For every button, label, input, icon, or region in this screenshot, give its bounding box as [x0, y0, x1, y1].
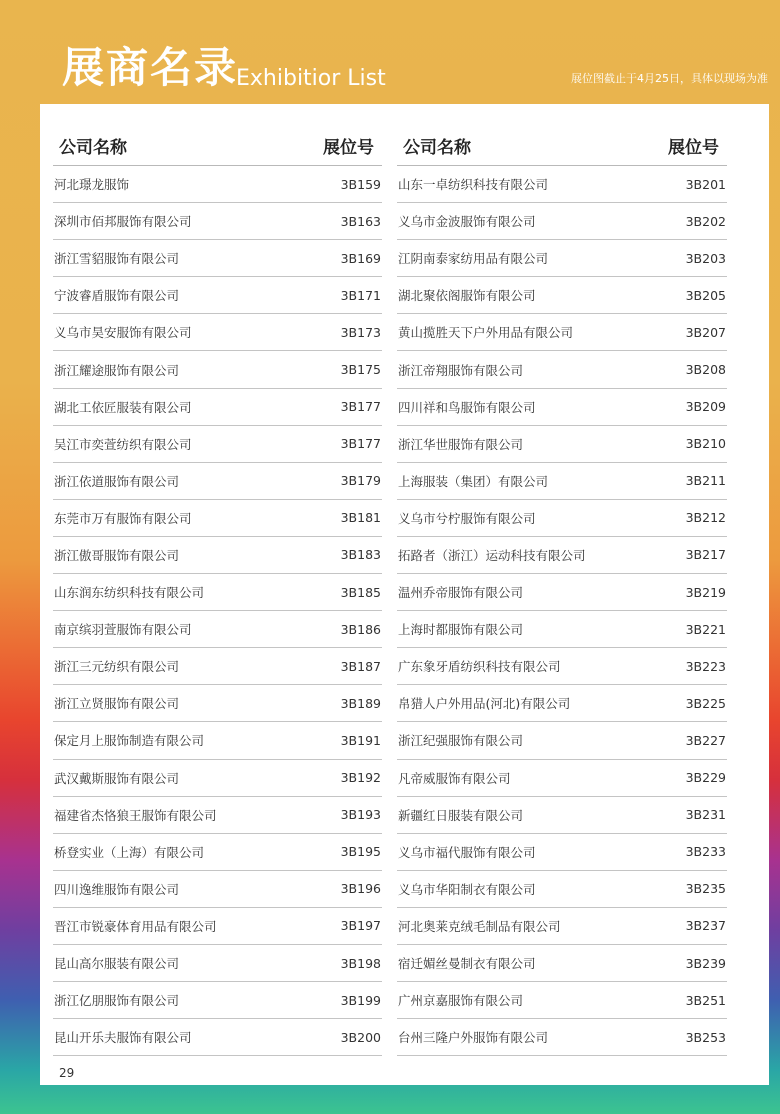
company-name: 湖北工依匠服装有限公司 [54, 399, 192, 415]
booth-number: 3B179 [340, 473, 381, 489]
company-name: 义乌市福代服饰有限公司 [398, 844, 536, 860]
booth-number: 3B186 [340, 621, 381, 637]
company-name: 昆山高尔服装有限公司 [54, 956, 180, 972]
table-row [53, 166, 382, 203]
booth-number: 3B201 [685, 176, 726, 192]
booth-number: 3B200 [340, 1029, 381, 1045]
company-name: 昆山开乐夫服饰有限公司 [54, 1030, 192, 1046]
booth-number: 3B217 [685, 547, 726, 563]
booth-number: 3B191 [340, 732, 381, 748]
table-row [397, 389, 727, 426]
booth-number: 3B175 [340, 362, 381, 378]
left-column-header [53, 128, 382, 166]
company-name: 吴江市奕萱纺织有限公司 [54, 436, 192, 452]
company-name: 湖北聚依阁服饰有限公司 [398, 288, 536, 304]
table-row [397, 834, 727, 871]
company-name: 上海时都服饰有限公司 [398, 622, 524, 638]
booth-header: 展位号 [323, 138, 374, 158]
booth-number: 3B233 [685, 844, 726, 860]
booth-number: 3B219 [685, 584, 726, 600]
company-name: 广州京嘉服饰有限公司 [398, 993, 524, 1009]
table-row [53, 648, 382, 685]
table-row [397, 648, 727, 685]
booth-number: 3B207 [685, 324, 726, 340]
company-name: 山东一卓纺织科技有限公司 [398, 177, 549, 193]
company-name: 四川祥和鸟服饰有限公司 [398, 399, 536, 415]
booth-number: 3B195 [340, 844, 381, 860]
booth-number: 3B177 [340, 399, 381, 415]
table-row [397, 871, 727, 908]
booth-number: 3B171 [340, 287, 381, 303]
company-name: 东莞市万有服饰有限公司 [54, 510, 192, 526]
table-row [53, 797, 382, 834]
company-name: 新疆红日服装有限公司 [398, 807, 524, 823]
booth-number: 3B189 [340, 695, 381, 711]
table-row [53, 685, 382, 722]
booth-number: 3B235 [685, 881, 726, 897]
booth-number: 3B231 [685, 807, 726, 823]
company-name: 浙江华世服饰有限公司 [398, 436, 524, 452]
company-name: 浙江雪貂服饰有限公司 [54, 251, 180, 267]
company-name: 南京缤羽萱服饰有限公司 [54, 622, 192, 638]
page-subtitle: Exhibitior List [236, 66, 386, 91]
booth-number: 3B199 [340, 992, 381, 1008]
table-row [397, 240, 727, 277]
table-row [53, 945, 382, 982]
table-row [53, 908, 382, 945]
table-row [397, 908, 727, 945]
left-rows [53, 166, 382, 1056]
table-row [397, 945, 727, 982]
booth-number: 3B187 [340, 658, 381, 674]
booth-number: 3B209 [685, 399, 726, 415]
booth-number: 3B205 [685, 287, 726, 303]
company-name: 宁波睿盾服饰有限公司 [54, 288, 180, 304]
page-title: 展商名录 [62, 43, 239, 92]
company-name: 浙江帝翔服饰有限公司 [398, 362, 524, 378]
company-name: 拓路者（浙江）运动科技有限公司 [398, 547, 586, 563]
left-column [53, 128, 382, 1056]
company-name: 义乌市华阳制衣有限公司 [398, 881, 536, 897]
table-row [53, 500, 382, 537]
company-name: 浙江立贤服饰有限公司 [54, 696, 180, 712]
table-row [53, 314, 382, 351]
right-rows [397, 166, 727, 1056]
table-row [53, 871, 382, 908]
table-row [53, 574, 382, 611]
table-row [397, 203, 727, 240]
table-row [397, 574, 727, 611]
booth-number: 3B229 [685, 770, 726, 786]
table-row [53, 426, 382, 463]
booth-number: 3B198 [340, 955, 381, 971]
company-header: 公司名称 [403, 138, 471, 158]
company-name: 凡帝威服饰有限公司 [398, 770, 511, 786]
table-row [397, 722, 727, 759]
table-row [397, 351, 727, 388]
company-name: 台州三隆户外服饰有限公司 [398, 1030, 549, 1046]
company-name: 浙江亿朋服饰有限公司 [54, 993, 180, 1009]
page-number: 29 [59, 1066, 75, 1080]
company-name: 浙江傲哥服饰有限公司 [54, 547, 180, 563]
table-row [397, 537, 727, 574]
booth-header: 展位号 [668, 138, 719, 158]
company-name: 河北奥莱克绒毛制品有限公司 [398, 918, 561, 934]
booth-number: 3B208 [685, 362, 726, 378]
table-row [53, 834, 382, 871]
booth-number: 3B203 [685, 250, 726, 266]
booth-number: 3B211 [685, 473, 726, 489]
company-name: 深圳市佰邦服饰有限公司 [54, 214, 192, 230]
table-row [397, 1019, 727, 1056]
table-row [53, 537, 382, 574]
company-name: 桥登实业（上海）有限公司 [54, 844, 205, 860]
booth-number: 3B177 [340, 436, 381, 452]
header-banner [0, 0, 780, 104]
booth-number: 3B197 [340, 918, 381, 934]
table-row [397, 611, 727, 648]
company-header: 公司名称 [59, 138, 127, 158]
booth-number: 3B169 [340, 250, 381, 266]
booth-number: 3B227 [685, 732, 726, 748]
table-row [397, 277, 727, 314]
booth-number: 3B221 [685, 621, 726, 637]
table-row [397, 166, 727, 203]
company-name: 义乌市金波服饰有限公司 [398, 214, 536, 230]
company-name: 四川逸维服饰有限公司 [54, 881, 180, 897]
booth-number: 3B225 [685, 695, 726, 711]
exhibitor-list-panel [40, 104, 769, 1085]
company-name: 浙江三元纺织有限公司 [54, 659, 180, 675]
company-name: 江阴南泰家纺用品有限公司 [398, 251, 549, 267]
table-row [397, 760, 727, 797]
table-row [53, 351, 382, 388]
table-row [397, 426, 727, 463]
company-name: 河北璟龙服饰 [54, 177, 130, 193]
right-column [397, 128, 727, 1056]
table-row [53, 203, 382, 240]
right-column-header [397, 128, 727, 166]
company-name: 上海服装（集团）有限公司 [398, 473, 549, 489]
booth-number: 3B223 [685, 658, 726, 674]
table-row [397, 982, 727, 1019]
booth-number: 3B212 [685, 510, 726, 526]
company-name: 帛猎人户外用品(河北)有限公司 [398, 696, 571, 712]
table-row [53, 1019, 382, 1056]
booth-number: 3B192 [340, 770, 381, 786]
booth-number: 3B193 [340, 807, 381, 823]
table-row [53, 722, 382, 759]
booth-number: 3B237 [685, 918, 726, 934]
booth-number: 3B239 [685, 955, 726, 971]
company-name: 温州乔帝服饰有限公司 [398, 585, 524, 601]
booth-number: 3B173 [340, 324, 381, 340]
table-row [397, 797, 727, 834]
booth-number: 3B185 [340, 584, 381, 600]
header-note: 展位图截止于4月25日，具体以现场为准 [571, 72, 768, 85]
table-row [53, 982, 382, 1019]
booth-number: 3B251 [685, 992, 726, 1008]
table-row [53, 240, 382, 277]
booth-number: 3B196 [340, 881, 381, 897]
table-row [53, 760, 382, 797]
company-name: 福建省杰恪狼王服饰有限公司 [54, 807, 217, 823]
company-name: 义乌市昊安服饰有限公司 [54, 325, 192, 341]
company-name: 浙江耀途服饰有限公司 [54, 362, 180, 378]
company-name: 山东润东纺织科技有限公司 [54, 585, 205, 601]
table-row [53, 463, 382, 500]
booth-number: 3B210 [685, 436, 726, 452]
company-name: 黄山揽胜天下户外用品有限公司 [398, 325, 574, 341]
table-row [397, 685, 727, 722]
company-name: 义乌市兮柠服饰有限公司 [398, 510, 536, 526]
table-row [397, 463, 727, 500]
company-name: 浙江依道服饰有限公司 [54, 473, 180, 489]
booth-number: 3B183 [340, 547, 381, 563]
company-name: 广东象牙盾纺织科技有限公司 [398, 659, 561, 675]
table-row [397, 314, 727, 351]
company-name: 晋江市锐豪体育用品有限公司 [54, 918, 217, 934]
company-name: 保定月上服饰制造有限公司 [54, 733, 205, 749]
booth-number: 3B202 [685, 213, 726, 229]
company-name: 浙江纪强服饰有限公司 [398, 733, 524, 749]
booth-number: 3B159 [340, 176, 381, 192]
booth-number: 3B163 [340, 213, 381, 229]
booth-number: 3B181 [340, 510, 381, 526]
table-row [53, 389, 382, 426]
table-row [53, 277, 382, 314]
table-row [397, 500, 727, 537]
table-row [53, 611, 382, 648]
company-name: 武汉戴斯服饰有限公司 [54, 770, 180, 786]
booth-number: 3B253 [685, 1029, 726, 1045]
company-name: 宿迁媚丝曼制衣有限公司 [398, 956, 536, 972]
